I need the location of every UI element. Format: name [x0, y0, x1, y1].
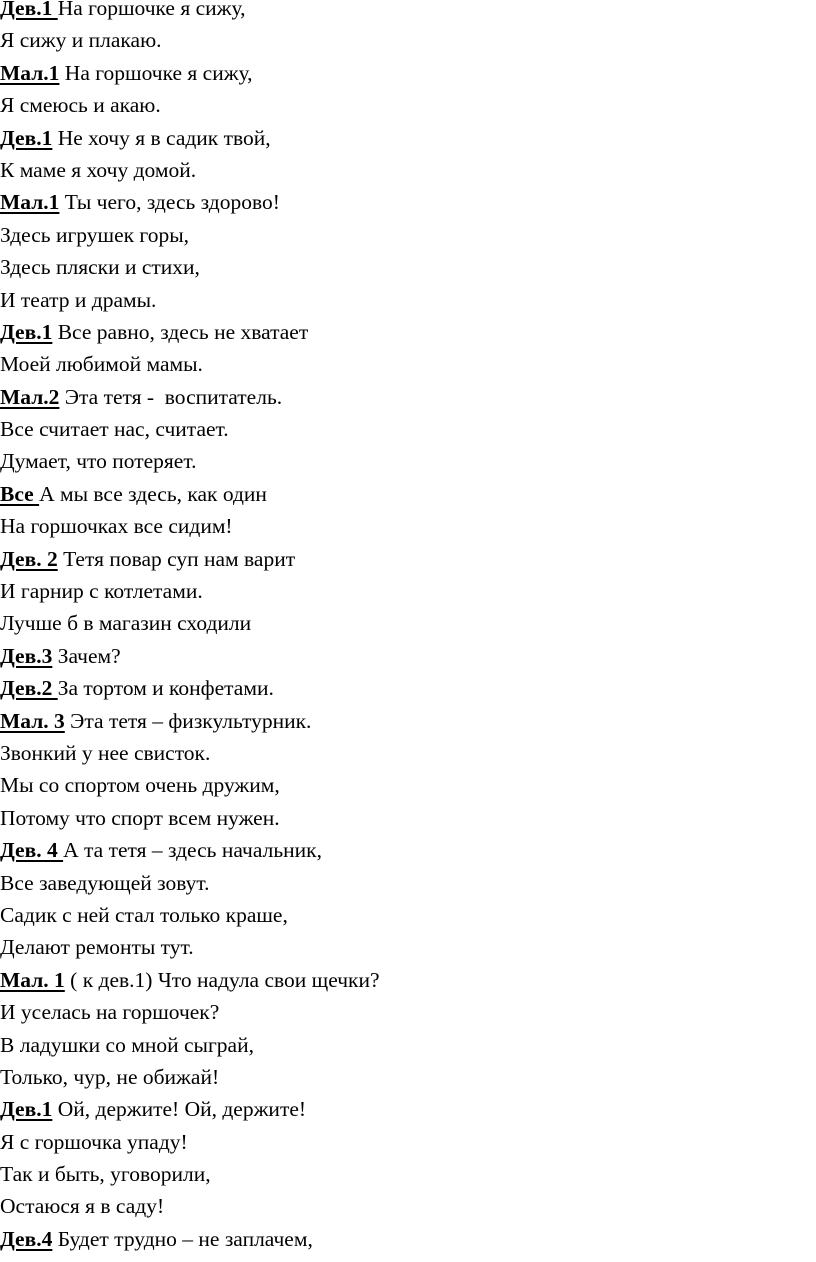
verse-line: [0, 577, 816, 609]
verse-line: [0, 512, 816, 544]
verse-line: [0, 1031, 816, 1063]
verse-line: [0, 966, 816, 998]
verse-line: [0, 771, 816, 803]
speaker-label: Мал.1: [0, 60, 60, 85]
verse-text: Я сижу и плакаю.: [0, 28, 162, 53]
speaker-label: Дев. 2: [0, 546, 58, 571]
verse-text: В ладушки со мной сыграй,: [0, 1032, 254, 1057]
verse-line: [0, 739, 816, 771]
verse-text: И театр и драмы.: [0, 287, 157, 312]
verse-line: [0, 0, 816, 26]
verse-line: [0, 447, 816, 479]
verse-line: [0, 383, 816, 415]
verse-text: Все заведующей зовут.: [0, 870, 210, 895]
verse-text: Делают ремонты тут.: [0, 935, 194, 960]
verse-line: [0, 350, 816, 382]
verse-line: [0, 26, 816, 58]
verse-text: Все равно, здесь не хватает: [52, 319, 309, 344]
verse-text: На горшочках все сидим!: [0, 514, 233, 539]
verse-line: [0, 836, 816, 868]
verse-text: Остаюся я в саду!: [0, 1194, 165, 1219]
verse-line: [0, 415, 816, 447]
verse-text: К маме я хочу домой.: [0, 157, 197, 182]
speaker-label: Дев.1: [0, 0, 58, 20]
verse-line: [0, 901, 816, 933]
verse-line: [0, 642, 816, 674]
verse-line: [0, 156, 816, 188]
verse-text: Я смеюсь и акаю.: [0, 93, 161, 118]
speaker-label: Мал. 3: [0, 708, 65, 733]
verse-text: И гарнир с котлетами.: [0, 579, 203, 604]
verse-line: [0, 480, 816, 512]
verse-line: [0, 221, 816, 253]
verse-text: Не хочу я в садик твой,: [52, 125, 271, 150]
verse-line: [0, 933, 816, 965]
speaker-label: Дев.2: [0, 676, 58, 701]
verse-text: Эта тетя – физкультурник.: [64, 708, 312, 733]
verse-line: [0, 59, 816, 91]
verse-text: Потому что спорт всем нужен.: [0, 805, 280, 830]
verse-text: Я с горшочка упаду!: [0, 1129, 188, 1154]
verse-text: Думает, что потеряет.: [0, 449, 197, 474]
verse-text: Будет трудно – не заплачем,: [52, 1226, 313, 1251]
speaker-label: Мал.1: [0, 190, 60, 215]
speaker-label: Дев.4: [0, 1226, 53, 1251]
verse-line: [0, 1225, 816, 1257]
verse-text: Только, чур, не обижай!: [0, 1064, 220, 1089]
verse-line: [0, 609, 816, 641]
verse-text: Звонкий у нее свисток.: [0, 740, 211, 765]
verse-line: [0, 188, 816, 220]
verse-line: [0, 674, 816, 706]
verse-line: [0, 545, 816, 577]
verse-text: Эта тетя - воспитатель.: [59, 384, 283, 409]
verse-line: [0, 804, 816, 836]
verse-text: Ой, держите! Ой, держите!: [52, 1097, 307, 1122]
verse-line: [0, 1160, 816, 1192]
verse-line: [0, 286, 816, 318]
speaker-label: Все: [0, 481, 40, 506]
verse-text: Здесь пляски и стихи,: [0, 255, 200, 280]
speaker-label: Дев.3: [0, 643, 53, 668]
verse-text: А та тетя – здесь начальник,: [63, 838, 322, 863]
verse-text: А мы все здесь, как один: [39, 481, 267, 506]
verse-line: [0, 707, 816, 739]
verse-text: И уселась на горшочек?: [0, 1000, 220, 1025]
speaker-label: Мал. 1: [0, 967, 65, 992]
verse-line: [0, 1128, 816, 1160]
verse-text: Тетя повар суп нам варит: [57, 546, 296, 571]
verse-text: Все считает нас, считает.: [0, 417, 229, 442]
verse-text: Мы со спортом очень дружим,: [0, 773, 280, 798]
verse-text: Здесь игрушек горы,: [0, 222, 190, 247]
verse-line: [0, 1063, 816, 1095]
verse-text: Так и быть, уговорили,: [0, 1162, 211, 1187]
verse-line: [0, 1192, 816, 1224]
verse-text: Садик с ней стал только краше,: [0, 902, 288, 927]
verse-text: Лучше б в магазин сходили: [0, 611, 252, 636]
verse-line: [0, 253, 816, 285]
verse-line: [0, 1095, 816, 1127]
verse-line: [0, 998, 816, 1030]
verse-text: За тортом и конфетами.: [57, 676, 274, 701]
verse-text: Ты чего, здесь здорово!: [59, 190, 280, 215]
speaker-label: Дев.1: [0, 125, 53, 150]
verse-text: Моей любимой мамы.: [0, 352, 203, 377]
verse-text: На горшочке я сижу,: [59, 60, 253, 85]
verse-line: [0, 869, 816, 901]
speaker-label: Дев.1: [0, 319, 53, 344]
verse-text: Зачем?: [52, 643, 121, 668]
speaker-label: Мал.2: [0, 384, 60, 409]
verse-line: [0, 124, 816, 156]
verse-text: ( к дев.1) Что надула свои щечки?: [64, 967, 380, 992]
verse-text: На горшочке я сижу,: [57, 0, 246, 20]
speaker-label: Дев.1: [0, 1097, 53, 1122]
speaker-label: Дев. 4: [0, 838, 64, 863]
verse-line: [0, 91, 816, 123]
verse-line: [0, 318, 816, 350]
